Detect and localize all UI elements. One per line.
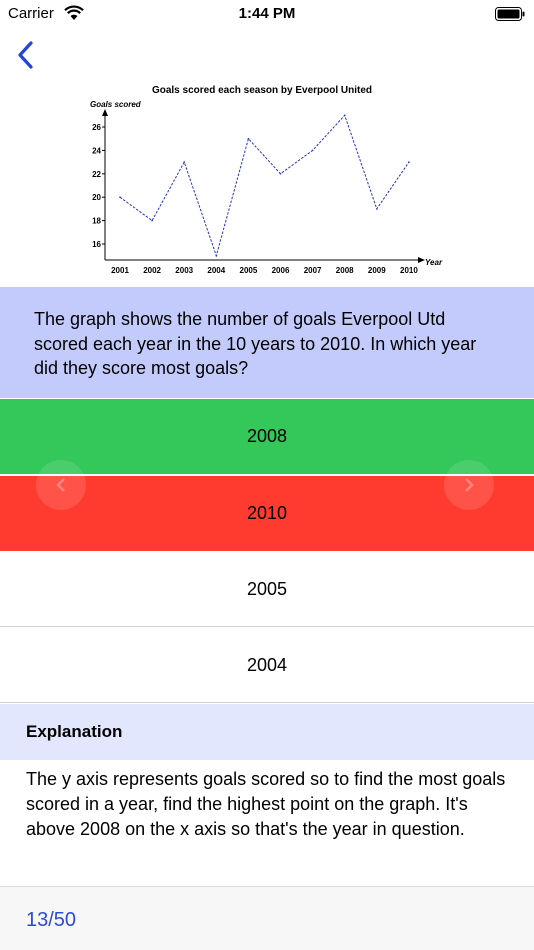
chart-title: Goals scored each season by Everpool United bbox=[151, 85, 373, 96]
chart-xlabel: Year bbox=[425, 258, 443, 267]
x-tick-label: 2003 bbox=[175, 266, 194, 275]
footer-bar bbox=[0, 886, 534, 950]
y-tick-label: 24 bbox=[92, 146, 101, 156]
carrier-label: Carrier bbox=[8, 5, 54, 22]
status-bar bbox=[0, 0, 534, 28]
data-point bbox=[119, 196, 121, 198]
arrow-right-icon bbox=[459, 475, 479, 495]
y-axis-arrow bbox=[102, 109, 108, 116]
answer-label: 2004 bbox=[246, 654, 288, 675]
question-text: The graph shows the number of goals Everpool Utd scored each year in the 10 years to 2010. In which year did they score most goals? bbox=[0, 287, 534, 398]
data-point bbox=[376, 208, 378, 210]
y-tick-label: 20 bbox=[92, 193, 101, 203]
y-tick-label: 26 bbox=[92, 123, 101, 132]
back-chevron-icon[interactable] bbox=[12, 38, 40, 72]
x-tick-label: 2006 bbox=[271, 266, 290, 275]
explanation-text: The y axis represents goals scored so to find the most goals scored in a year, find the highest point on the graph. It's above 2008 on the x axis so that's the year in question. bbox=[26, 769, 506, 839]
x-tick-label: 2010 bbox=[400, 266, 418, 275]
x-tick-label: 2008 bbox=[335, 266, 354, 275]
answer-label: 2005 bbox=[246, 578, 288, 599]
clock: 1:44 PM bbox=[238, 5, 296, 22]
answer-label: 2008 bbox=[246, 426, 288, 446]
data-point bbox=[183, 161, 185, 163]
answer-option-3[interactable] bbox=[0, 552, 534, 627]
arrow-left-icon bbox=[51, 475, 71, 495]
data-point bbox=[216, 255, 218, 257]
answer-label: 2010 bbox=[246, 503, 288, 523]
chart-marks bbox=[92, 115, 418, 276]
x-tick-label: 2002 bbox=[143, 266, 161, 275]
explanation-title: Explanation bbox=[0, 704, 534, 760]
data-point bbox=[151, 220, 153, 222]
goals-chart bbox=[82, 80, 452, 280]
data-point bbox=[344, 115, 346, 117]
next-question-button[interactable] bbox=[444, 460, 494, 510]
x-tick-label: 2005 bbox=[239, 266, 258, 275]
x-tick-label: 2004 bbox=[207, 266, 226, 275]
data-point bbox=[312, 150, 314, 152]
y-tick-label: 16 bbox=[92, 240, 101, 249]
question-counter: 13/50 bbox=[26, 909, 77, 931]
x-axis-arrow bbox=[418, 257, 425, 263]
chart-ylabel: Goals scored bbox=[90, 100, 141, 109]
data-point bbox=[280, 173, 282, 175]
answer-option-1[interactable] bbox=[0, 399, 534, 474]
previous-question-button[interactable] bbox=[36, 460, 86, 510]
battery-icon bbox=[495, 7, 525, 21]
series-line bbox=[120, 115, 409, 255]
y-tick-label: 22 bbox=[92, 169, 101, 179]
x-tick-label: 2001 bbox=[111, 266, 129, 275]
data-point bbox=[248, 138, 250, 140]
data-point bbox=[408, 161, 410, 163]
x-tick-label: 2007 bbox=[303, 266, 322, 275]
answer-option-4[interactable] bbox=[0, 628, 534, 703]
y-tick-label: 18 bbox=[92, 216, 101, 226]
chart-svg bbox=[82, 80, 452, 280]
x-tick-label: 2009 bbox=[367, 266, 386, 275]
